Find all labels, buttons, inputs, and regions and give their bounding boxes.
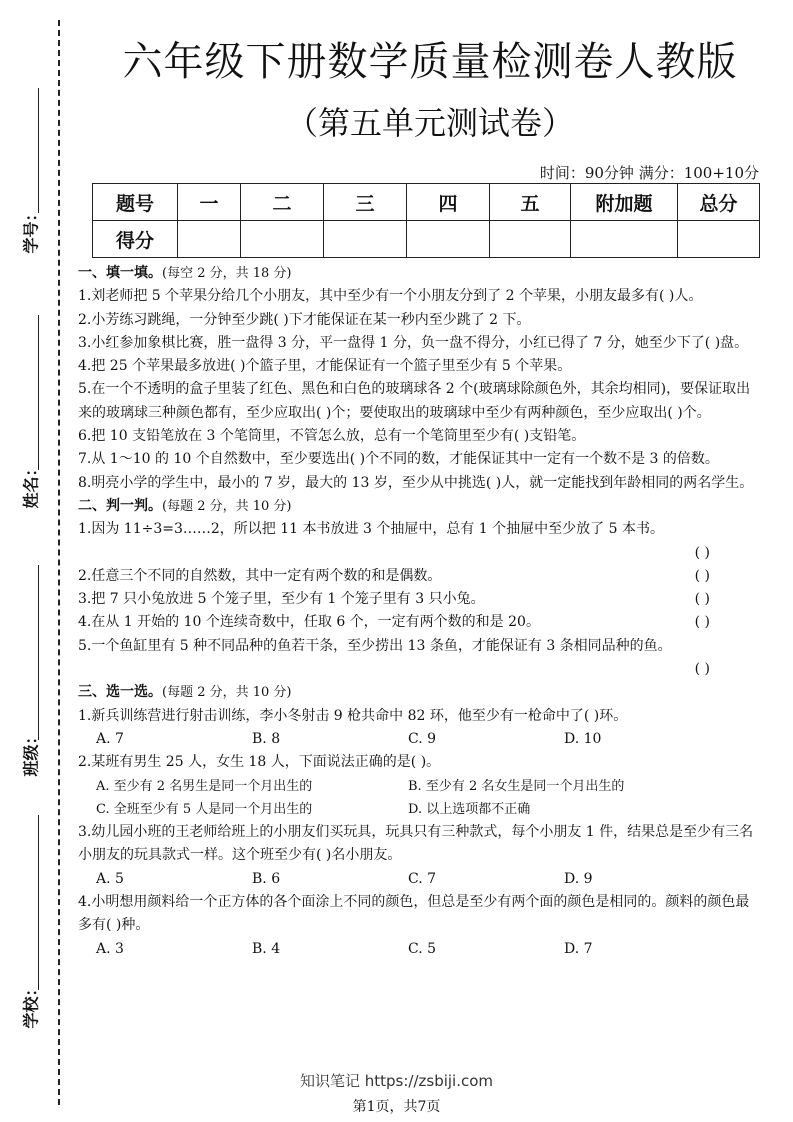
option: A. 3 bbox=[96, 940, 124, 957]
header-cell: 一 bbox=[178, 184, 241, 221]
page-subtitle: （第五单元测试卷） bbox=[285, 104, 574, 142]
option: A. 5 bbox=[96, 870, 124, 887]
score-table bbox=[92, 183, 760, 258]
question-item: 7.从 1～10 的 10 个自然数中，至少要选出( )个不同的数，才能保证其中一定有一个数不是 3 的倍数。 bbox=[78, 451, 719, 468]
side-label-name: 姓名： bbox=[21, 460, 41, 509]
question-item: 4.在从 1 开始的 10 个连续奇数中，任取 6 个，一定有两个数的和是 20。 ( ) bbox=[78, 611, 758, 634]
section-heading: 一、填一填。(每空 2 分，共 18 分) bbox=[78, 265, 292, 281]
option: C. 全班至少有 5 人是同一个月出生的 bbox=[96, 801, 313, 817]
exam-info: 时间：90分钟 满分：100+10分 bbox=[539, 164, 759, 182]
page-title: 六年级下册数学质量检测卷人教版 bbox=[122, 39, 738, 85]
option: A. 至少有 2 名男生是同一个月出生的 bbox=[96, 778, 313, 794]
option: A. 7 bbox=[96, 730, 124, 747]
options-row bbox=[78, 868, 758, 891]
side-label-class: 班级： bbox=[21, 728, 41, 777]
question-item: 6.把 10 支铅笔放在 3 个笔筒里，不管怎么放，总有一个笔筒里至少有( )支铅笔。 bbox=[78, 428, 586, 445]
question-item: 2.任意三个不同的自然数，其中一定有两个数的和是偶数。 ( ) bbox=[78, 565, 758, 588]
options-row bbox=[78, 775, 758, 798]
question-item: 2.小芳练习跳绳，一分钟至少跳( )下才能保证在某一秒内至少跳了 2 下。 bbox=[78, 311, 531, 328]
exam-content bbox=[78, 262, 758, 961]
option: B. 4 bbox=[252, 940, 281, 957]
question-item: 4.小明想用颜料给一个正方体的各个面涂上不同的颜色，但总是至少有两个面的颜色是相同的。颜料的颜色最多有( )种。 bbox=[78, 894, 750, 934]
watermark: 知识笔记 https://zsbiji.com bbox=[299, 1072, 494, 1090]
option: D. 10 bbox=[564, 730, 602, 747]
side-label-id: 学号： bbox=[21, 205, 41, 254]
score-cell[interactable] bbox=[490, 221, 571, 258]
header-cell: 三 bbox=[324, 184, 407, 221]
option: C. 5 bbox=[408, 940, 437, 957]
section-heading: 二、判一判。(每题 2 分，共 10 分) bbox=[78, 497, 292, 514]
question-item: 2.某班有男生 25 人，女生 18 人，下面说法正确的是( )。 bbox=[78, 754, 441, 771]
question-item: 1.因为 11÷3=3……2，所以把 11 本书放进 3 个抽屉中，总有 1 个抽屉中至少放了 5 本书。 bbox=[78, 521, 664, 538]
header-cell: 题号 bbox=[93, 184, 178, 221]
option: D. 9 bbox=[564, 870, 593, 887]
question-item: 3.小红参加象棋比赛，胜一盘得 3 分，平一盘得 1 分，负一盘不得分，小红已得了 7 分，她至少下了( )盘。 bbox=[78, 334, 749, 351]
options-row bbox=[78, 728, 758, 751]
question-item: 3.幼儿园小班的王老师给班上的小朋友们买玩具，玩具只有三种款式，每个小朋友 1 件，结果总是至少有三名小朋友的玩具款式一样。这个班至少有( )名小朋友。 bbox=[78, 824, 754, 864]
answer-parentheses: ( ) bbox=[694, 544, 710, 561]
question-item: 8.明亮小学的学生中，最小的 7 岁，最大的 13 岁，至少从中挑选( )人，就一定能找到年龄相同的两名学生。 bbox=[78, 474, 754, 491]
option: C. 9 bbox=[408, 730, 437, 747]
question-item: 5.一个鱼缸里有 5 种不同品种的鱼若干条，至少捞出 13 条鱼，才能保证有 3 条相同品种的鱼。 bbox=[78, 637, 672, 654]
header-cell: 总分 bbox=[678, 184, 760, 221]
header-cell: 五 bbox=[490, 184, 571, 221]
score-cell[interactable] bbox=[324, 221, 407, 258]
option: B. 6 bbox=[252, 870, 281, 887]
answer-parentheses: ( ) bbox=[694, 661, 710, 678]
question-item: 5.在一个不透明的盒子里装了红色、黑色和白色的玻璃球各 2 个(玻璃球除颜色外，其余均相同)，要保证取出来的玻璃球三种颜色都有，至少应取出( )个；要使取出的玻璃球中至少有两种颜色，至少应取出( )个。 bbox=[78, 381, 751, 421]
question-item: 1.新兵训练营进行射击训练，李小冬射击 9 枪共命中 82 环，他至少有一枪命中了( )环。 bbox=[78, 707, 628, 724]
score-cell[interactable] bbox=[407, 221, 490, 258]
option: B. 8 bbox=[252, 730, 281, 747]
id-fill-line bbox=[38, 88, 39, 213]
answer-parentheses: ( ) bbox=[694, 567, 710, 584]
score-cell[interactable] bbox=[678, 221, 760, 258]
option: D. 7 bbox=[564, 940, 593, 957]
header-cell: 附加题 bbox=[571, 184, 678, 221]
option: C. 7 bbox=[408, 870, 437, 887]
score-cell[interactable] bbox=[178, 221, 241, 258]
page-footer: 第1页，共7页 bbox=[352, 1099, 441, 1115]
score-row bbox=[93, 221, 760, 258]
options-row bbox=[78, 798, 758, 821]
section-heading: 三、选一选。(每题 2 分，共 10 分) bbox=[78, 684, 292, 701]
school-fill-line bbox=[38, 815, 39, 990]
score-cell[interactable] bbox=[571, 221, 678, 258]
score-cell[interactable] bbox=[241, 221, 324, 258]
score-header-row bbox=[93, 184, 760, 221]
options-row bbox=[78, 938, 758, 961]
binding-dashed-line bbox=[58, 20, 60, 1105]
option: D. 以上选项都不正确 bbox=[408, 801, 531, 817]
class-fill-line bbox=[38, 565, 39, 740]
answer-parentheses: ( ) bbox=[694, 591, 710, 608]
answer-parentheses: ( ) bbox=[694, 614, 710, 631]
question-item: 3.把 7 只小兔放进 5 个笼子里，至少有 1 个笼子里有 3 只小兔。 ( ) bbox=[78, 588, 758, 611]
question-item: 1.刘老师把 5 个苹果分给几个小朋友，其中至少有一个小朋友分到了 2 个苹果，小朋友最多有( )人。 bbox=[78, 288, 703, 305]
header-cell: 二 bbox=[241, 184, 324, 221]
option: B. 至少有 2 名女生是同一个月出生的 bbox=[408, 778, 625, 794]
side-label-school: 学校： bbox=[21, 980, 41, 1029]
question-item: 4.把 25 个苹果最多放进( )个篮子里，才能保证有一个篮子里至少有 5 个苹果。 bbox=[78, 358, 572, 375]
header-cell: 四 bbox=[407, 184, 490, 221]
score-row-label: 得分 bbox=[93, 221, 178, 258]
name-fill-line bbox=[38, 315, 39, 470]
